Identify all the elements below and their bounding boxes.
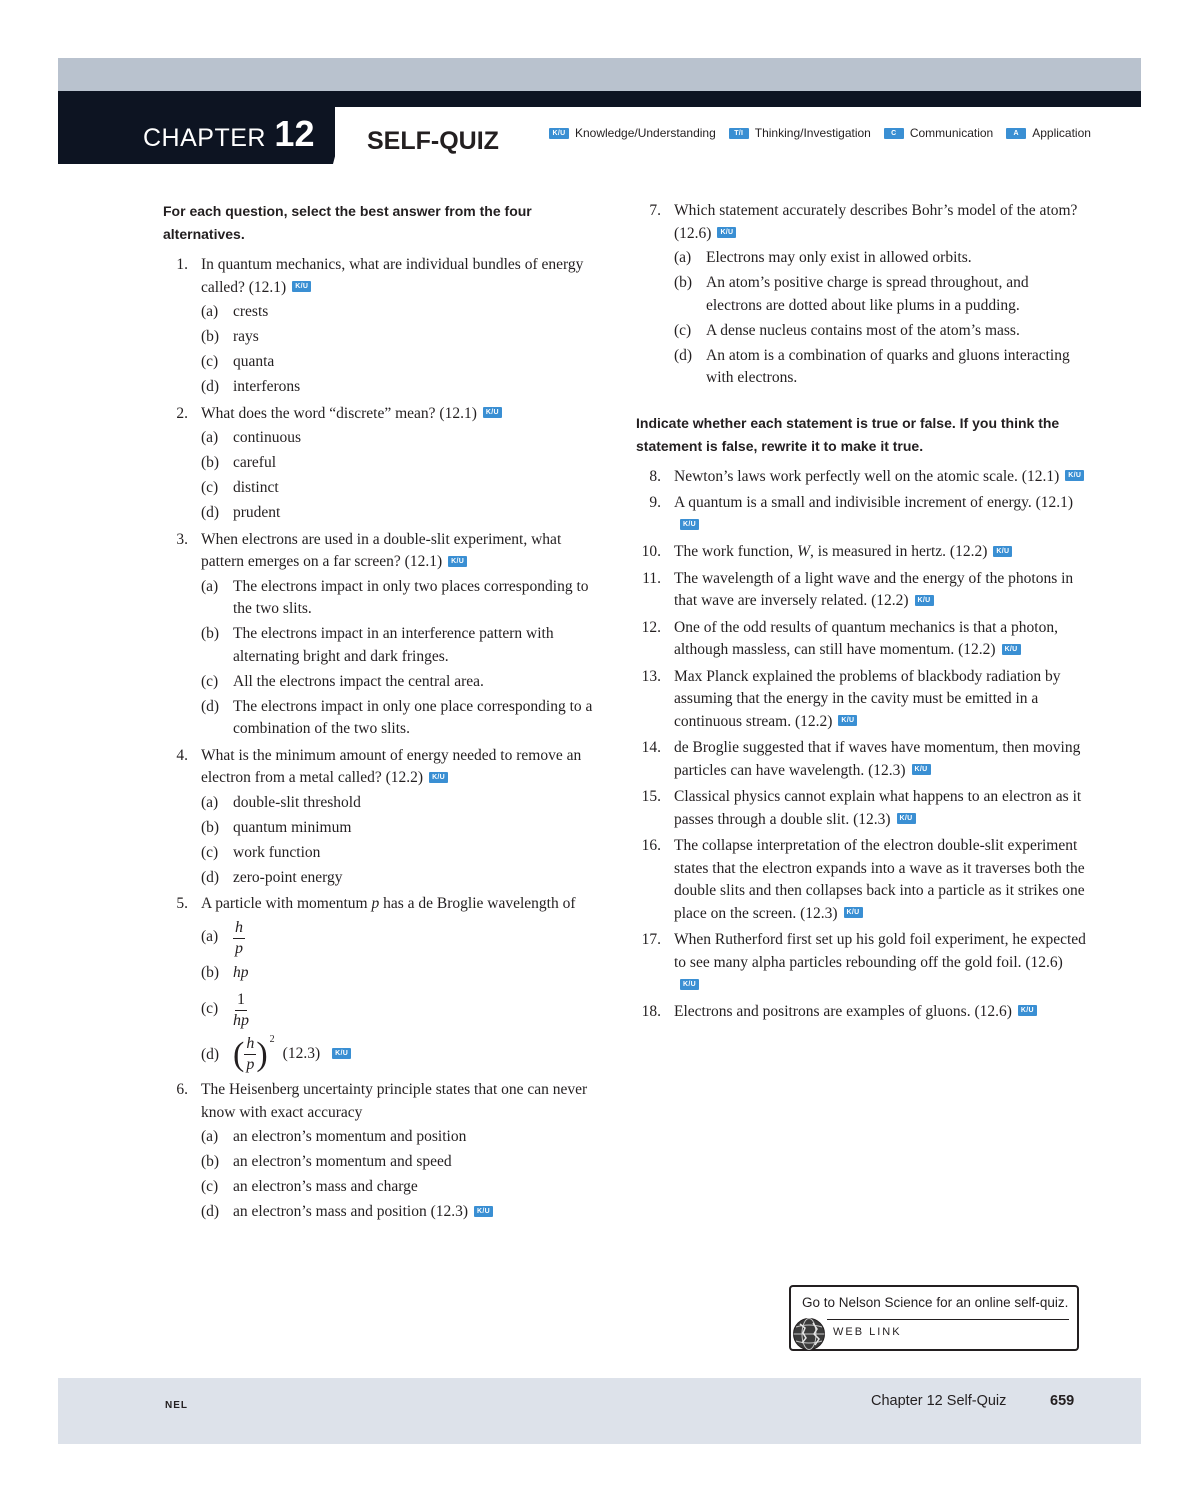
option-text: zero-point energy bbox=[233, 868, 343, 886]
fraction bbox=[233, 990, 249, 1031]
option-label: (d) bbox=[201, 697, 220, 715]
ku-badge-icon: K/U bbox=[1065, 470, 1084, 481]
question bbox=[163, 529, 603, 741]
option-label: (b) bbox=[201, 963, 220, 981]
question-number: 5. bbox=[176, 895, 188, 912]
option-text: an electron’s mass and position (12.3) bbox=[233, 1203, 469, 1220]
option-text: an electron’s momentum and position bbox=[233, 1128, 467, 1145]
question-text: When electrons are used in a double-slit experiment, what pattern emerges on a far screen? (12.1) bbox=[201, 530, 562, 570]
option-label: (c) bbox=[201, 672, 219, 690]
option-label: (a) bbox=[674, 249, 692, 266]
option[interactable] bbox=[201, 696, 603, 741]
option[interactable] bbox=[674, 345, 1086, 390]
option-label: (b) bbox=[674, 274, 693, 291]
question-text: has a de Broglie wavelength of bbox=[379, 895, 576, 912]
right-column bbox=[636, 200, 1086, 1027]
question bbox=[163, 893, 603, 1075]
option[interactable] bbox=[674, 320, 1086, 343]
option-text: The electrons impact in only one place corresponding to a combination of the two slits. bbox=[233, 697, 593, 737]
statement-text: One of the odd results of quantum mechanics is that a photon, although massless, can still have momentum. (12.2) bbox=[674, 618, 1058, 658]
statement bbox=[636, 929, 1086, 997]
ku-badge-icon: K/U bbox=[844, 907, 863, 918]
section-reference: (12.3) bbox=[282, 1045, 321, 1063]
option-text: careful bbox=[233, 454, 277, 471]
option[interactable] bbox=[201, 1201, 603, 1224]
ku-badge-icon: K/U bbox=[1002, 644, 1021, 655]
option-text: A dense nucleus contains most of the atom’s mass. bbox=[706, 321, 1020, 339]
statement-text: Electrons and positrons are examples of gluons. (12.6) bbox=[674, 1002, 1012, 1020]
statement bbox=[636, 492, 1086, 537]
statement-text: , is measured in hertz. (12.2) bbox=[810, 543, 988, 560]
web-link-text: Go to Nelson Science for an online self-quiz. bbox=[802, 1295, 1069, 1310]
statement-number: 17. bbox=[641, 931, 661, 948]
fraction-numerator: h bbox=[244, 1034, 256, 1055]
legend-label: Communication bbox=[909, 126, 994, 140]
option[interactable] bbox=[201, 842, 603, 865]
option[interactable] bbox=[201, 918, 603, 959]
question-number: 1. bbox=[176, 256, 188, 273]
statement bbox=[636, 737, 1086, 782]
option-text: quanta bbox=[233, 353, 275, 370]
option-text: work function bbox=[233, 843, 321, 861]
option-text: continuous bbox=[233, 429, 302, 446]
publisher-mark: NEL bbox=[165, 1400, 188, 1411]
ku-badge-icon: K/U bbox=[912, 764, 931, 775]
chapter-word: CHAPTER bbox=[143, 124, 266, 152]
fraction-denominator: p bbox=[235, 939, 243, 957]
statement-text: The collapse interpretation of the electron double-slit experiment states that the electron expands into a wave as it traverses both the double slits and then collapses back into a particle as it strikes one place on the screen. (12.3) bbox=[674, 837, 1085, 922]
option-expression: hp bbox=[233, 963, 249, 981]
option[interactable] bbox=[201, 477, 603, 500]
option-text: The electrons impact in an interference pattern with alternating bright and dark fringes. bbox=[233, 625, 554, 665]
statement-text: Classical physics cannot explain what happens to an electron as it passes through a double slit. (12.3) bbox=[674, 788, 1082, 828]
option-label: (b) bbox=[201, 625, 220, 642]
option-text: an electron’s mass and charge bbox=[233, 1178, 418, 1195]
option-label: (d) bbox=[201, 504, 220, 521]
option-text: Electrons may only exist in allowed orbits. bbox=[706, 249, 972, 266]
options-list bbox=[201, 1126, 603, 1224]
option[interactable] bbox=[201, 1034, 603, 1075]
option-text: rays bbox=[233, 328, 259, 345]
question bbox=[163, 254, 603, 399]
option-text: quantum minimum bbox=[233, 818, 352, 836]
statement bbox=[636, 617, 1086, 662]
statement-number: 16. bbox=[641, 837, 661, 854]
ku-badge-icon: K/U bbox=[292, 281, 311, 292]
fraction-denominator: hp bbox=[233, 1012, 249, 1029]
option[interactable] bbox=[201, 301, 603, 324]
option-label: (c) bbox=[201, 1000, 219, 1017]
statement-number: 10. bbox=[641, 543, 661, 560]
web-link-box[interactable] bbox=[789, 1285, 1079, 1351]
question-text: A particle with momentum bbox=[201, 895, 372, 912]
statement bbox=[636, 568, 1086, 613]
option[interactable] bbox=[201, 452, 603, 475]
statement bbox=[636, 541, 1086, 564]
option[interactable] bbox=[674, 272, 1086, 317]
option[interactable] bbox=[201, 817, 603, 840]
c-badge-icon: C bbox=[884, 128, 904, 139]
statement-number: 15. bbox=[641, 788, 661, 805]
ku-badge-icon: K/U bbox=[915, 595, 934, 606]
question-text: What is the minimum amount of energy needed to remove an electron from a metal called? (12.2) bbox=[201, 746, 582, 786]
statement-number: 12. bbox=[641, 618, 661, 636]
option-label: (c) bbox=[674, 321, 692, 339]
question-text: What does the word “discrete” mean? (12.1) bbox=[201, 404, 477, 422]
option-label: (a) bbox=[201, 1128, 219, 1145]
footer-chapter-label: Chapter 12 Self-Quiz bbox=[871, 1393, 1007, 1409]
a-badge-icon: A bbox=[1006, 128, 1026, 139]
options-list bbox=[201, 918, 603, 1076]
page-number: 659 bbox=[1050, 1393, 1075, 1409]
question-number: 2. bbox=[176, 404, 188, 422]
option[interactable] bbox=[201, 351, 603, 374]
question-number: 6. bbox=[176, 1081, 188, 1098]
option-label: (c) bbox=[201, 479, 219, 496]
statement bbox=[636, 466, 1086, 489]
ku-badge-icon: K/U bbox=[549, 128, 569, 139]
option-text: An atom’s positive charge is spread throughout, and electrons are dotted about like plums in a pudding. bbox=[706, 274, 1029, 314]
option[interactable] bbox=[201, 867, 603, 890]
header-top-band bbox=[58, 58, 1141, 91]
statement-text: Max Planck explained the problems of blackbody radiation by assuming that the energy in the cavity must be emitted in a continuous stream. (12.2) bbox=[674, 667, 1061, 730]
question bbox=[163, 745, 603, 890]
ku-badge-icon: K/U bbox=[448, 556, 467, 567]
options-list bbox=[201, 427, 603, 525]
question-number: 7. bbox=[649, 202, 661, 219]
options-list bbox=[674, 247, 1086, 390]
statement-text: The work function, bbox=[674, 543, 798, 560]
option[interactable] bbox=[201, 990, 603, 1031]
option[interactable] bbox=[201, 427, 603, 450]
ku-badge-icon: K/U bbox=[680, 519, 699, 530]
option-label: (d) bbox=[674, 346, 693, 364]
option-label: (d) bbox=[201, 378, 220, 395]
statement bbox=[636, 786, 1086, 831]
options-list bbox=[201, 792, 603, 890]
statement-number: 13. bbox=[641, 667, 661, 685]
option-label: (d) bbox=[201, 1203, 220, 1220]
option-text: prudent bbox=[233, 504, 281, 521]
options-list bbox=[201, 301, 603, 399]
question bbox=[163, 1079, 603, 1224]
option-label: (a) bbox=[201, 793, 219, 811]
option-label: (c) bbox=[201, 843, 219, 861]
question-text: In quantum mechanics, what are individual bundles of energy called? (12.1) bbox=[201, 256, 584, 296]
statement-text: de Broglie suggested that if waves have momentum, then moving particles can have wavelength. (12.3) bbox=[674, 739, 1081, 779]
exponent: 2 bbox=[269, 1034, 275, 1046]
option[interactable] bbox=[201, 376, 603, 399]
question bbox=[163, 403, 603, 525]
web-link-divider bbox=[827, 1319, 1069, 1320]
legend-label: Application bbox=[1032, 126, 1091, 140]
ti-badge-icon: T/I bbox=[729, 128, 749, 139]
statement-text: When Rutherford first set up his gold foil experiment, he expected to see many alpha particles rebounding off the gold foil. (12.6) bbox=[674, 931, 1086, 971]
left-parenthesis: ( bbox=[233, 1035, 245, 1073]
option[interactable] bbox=[674, 247, 1086, 270]
question-text: Which statement accurately describes Bohr’s model of the atom? (12.6) bbox=[674, 202, 1078, 242]
option[interactable] bbox=[201, 326, 603, 349]
option-label: (a) bbox=[201, 303, 219, 320]
work-function-variable: W bbox=[797, 543, 811, 560]
statement-number: 8. bbox=[649, 467, 661, 485]
statement-number: 14. bbox=[641, 739, 661, 756]
option[interactable] bbox=[201, 576, 603, 621]
ku-badge-icon: K/U bbox=[897, 813, 916, 824]
question-number: 4. bbox=[176, 746, 188, 764]
legend-item-thinking bbox=[729, 126, 871, 140]
ku-badge-icon: K/U bbox=[838, 715, 857, 726]
ku-badge-icon: K/U bbox=[1018, 1005, 1037, 1016]
option-label: (d) bbox=[201, 1046, 220, 1063]
statement-text: Newton’s laws work perfectly well on the atomic scale. (12.1) bbox=[674, 467, 1060, 485]
legend-item-communication bbox=[884, 126, 993, 140]
momentum-variable: p bbox=[371, 895, 380, 912]
left-column bbox=[163, 200, 603, 1228]
option[interactable] bbox=[201, 1151, 603, 1174]
option-text: distinct bbox=[233, 479, 279, 496]
option-label: (b) bbox=[201, 454, 220, 471]
ku-badge-icon: K/U bbox=[474, 1206, 493, 1217]
web-link-label: WEB LINK bbox=[833, 1326, 902, 1338]
legend-item-knowledge bbox=[549, 126, 716, 140]
legend-item-application bbox=[1006, 126, 1091, 140]
chapter-number: 12 bbox=[274, 113, 315, 154]
option[interactable] bbox=[201, 962, 603, 985]
option-label: (a) bbox=[201, 429, 219, 446]
question bbox=[636, 200, 1086, 390]
globe-icon bbox=[792, 1317, 826, 1351]
option-label: (c) bbox=[201, 1178, 219, 1195]
section-title: SELF-QUIZ bbox=[367, 127, 499, 155]
option[interactable] bbox=[201, 1126, 603, 1149]
option-label: (b) bbox=[201, 328, 220, 345]
option-label: (b) bbox=[201, 1153, 220, 1170]
ku-badge-icon: K/U bbox=[429, 772, 448, 783]
legend-label: Thinking/Investigation bbox=[754, 126, 871, 140]
multiple-choice-instructions: For each question, select the best answer from the four alternatives. bbox=[163, 203, 532, 242]
ku-badge-icon: K/U bbox=[680, 979, 699, 990]
ku-badge-icon: K/U bbox=[483, 407, 502, 418]
option-text: interferons bbox=[233, 378, 301, 395]
option-text: double-slit threshold bbox=[233, 793, 361, 811]
option-label: (b) bbox=[201, 818, 220, 836]
ku-badge-icon: K/U bbox=[332, 1048, 351, 1059]
question-text: The Heisenberg uncertainty principle states that one can never know with exact accuracy bbox=[201, 1081, 588, 1121]
ku-badge-icon: K/U bbox=[993, 546, 1012, 557]
option-text: All the electrons impact the central area. bbox=[233, 672, 484, 690]
fraction-numerator: h bbox=[233, 918, 245, 939]
fraction-denominator: p bbox=[246, 1056, 255, 1073]
option-label: (d) bbox=[201, 868, 220, 886]
option[interactable] bbox=[201, 671, 603, 694]
chapter-title bbox=[143, 113, 315, 154]
legend-label: Knowledge/Understanding bbox=[575, 126, 716, 140]
statement bbox=[636, 835, 1086, 925]
statement-number: 9. bbox=[649, 494, 661, 511]
option-text: an electron’s momentum and speed bbox=[233, 1153, 452, 1170]
right-parenthesis: ) bbox=[256, 1035, 268, 1073]
skills-legend bbox=[549, 126, 1091, 140]
option-text: The electrons impact in only two places corresponding to the two slits. bbox=[233, 577, 589, 617]
statement-number: 11. bbox=[642, 569, 661, 587]
fraction bbox=[244, 1034, 256, 1075]
statement bbox=[636, 1001, 1086, 1024]
option[interactable] bbox=[201, 502, 603, 525]
options-list bbox=[201, 576, 603, 741]
option-label: (a) bbox=[201, 927, 219, 945]
option[interactable] bbox=[201, 1176, 603, 1199]
statement-number: 18. bbox=[641, 1002, 661, 1020]
option-label: (c) bbox=[201, 353, 219, 370]
statement-text: The wavelength of a light wave and the energy of the photons in that wave are inversely related. (12.2) bbox=[674, 569, 1074, 609]
question-number: 3. bbox=[176, 530, 188, 548]
ku-badge-icon: K/U bbox=[717, 227, 736, 238]
fraction-numerator: 1 bbox=[235, 990, 247, 1011]
option-label: (a) bbox=[201, 577, 219, 595]
statement bbox=[636, 666, 1086, 734]
true-false-instructions: Indicate whether each statement is true or false. If you think the statement is false, rewrite it to make it true. bbox=[636, 414, 1060, 454]
option-text: An atom is a combination of quarks and gluons interacting with electrons. bbox=[706, 346, 1070, 386]
option-text: crests bbox=[233, 303, 269, 320]
page-footer bbox=[58, 1378, 1141, 1444]
option[interactable] bbox=[201, 792, 603, 815]
fraction bbox=[233, 918, 245, 959]
option[interactable] bbox=[201, 623, 603, 668]
statement-text: A quantum is a small and indivisible increment of energy. (12.1) bbox=[674, 494, 1074, 511]
